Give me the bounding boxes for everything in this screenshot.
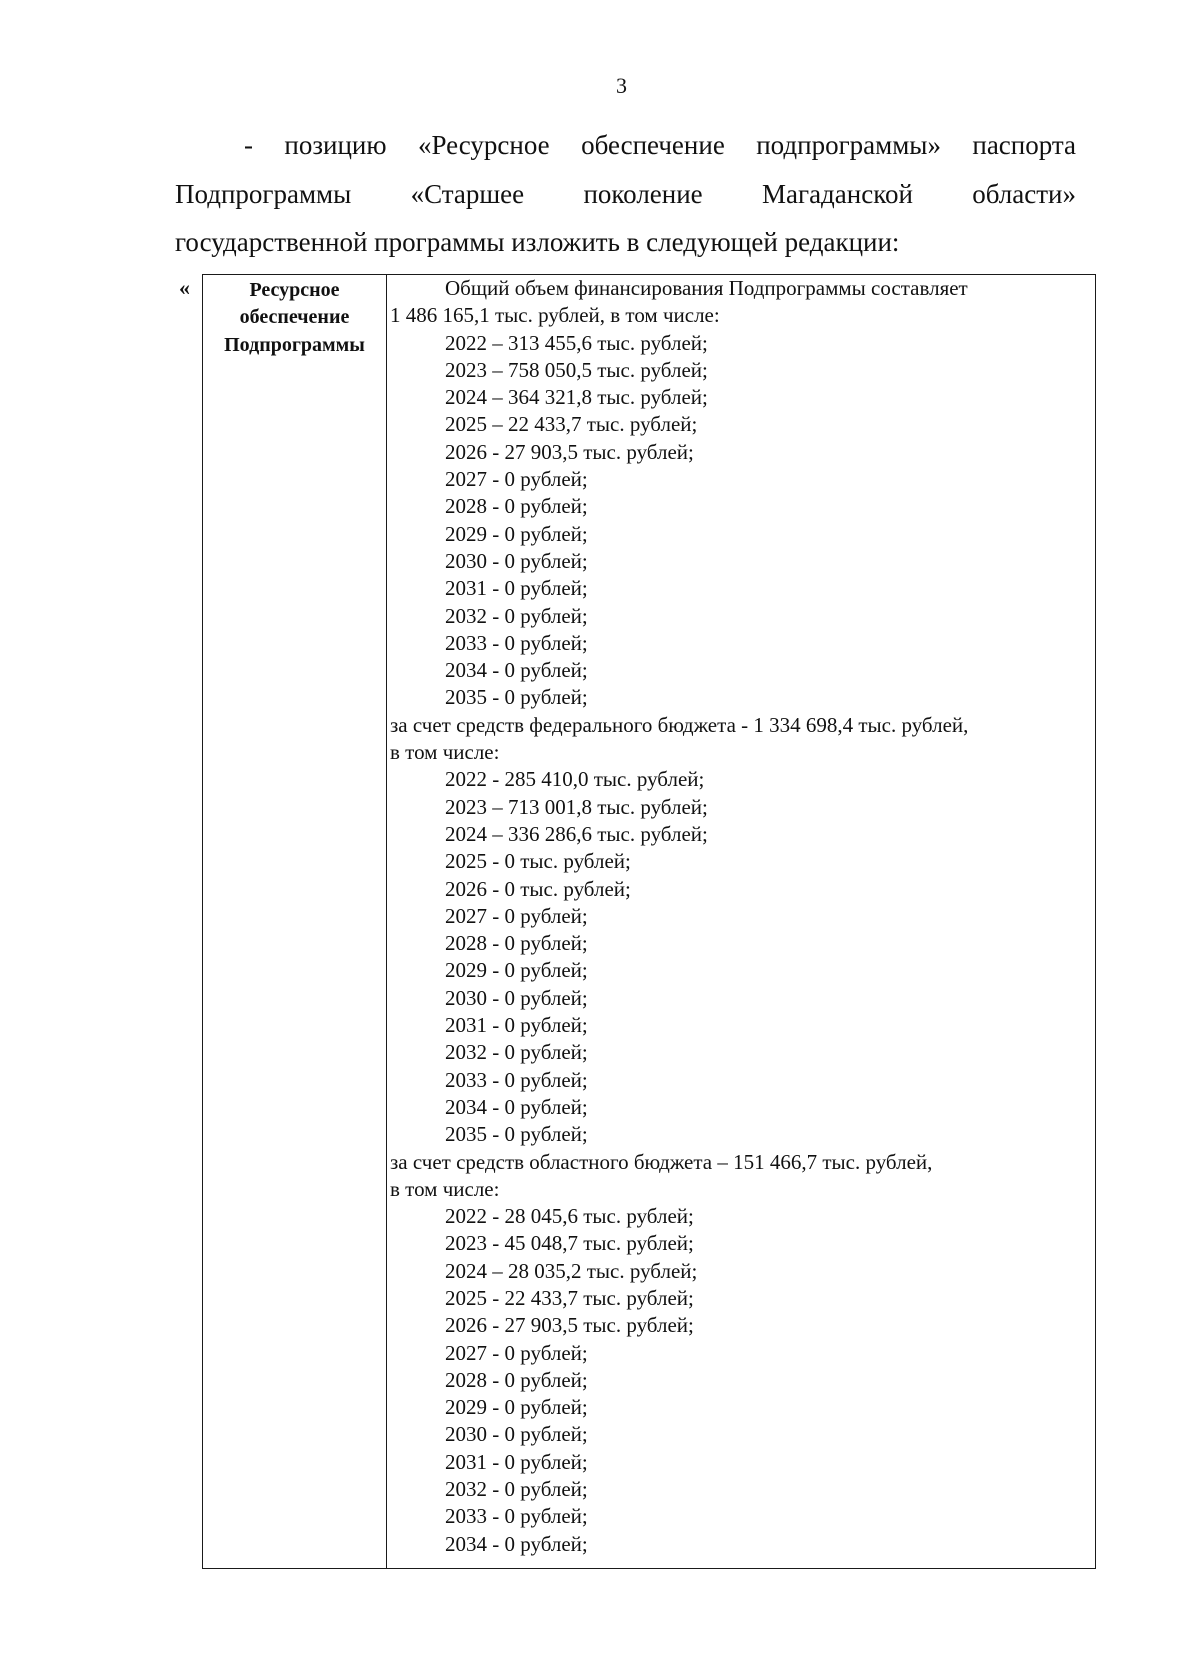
funding-line: Общий объем финансирования Подпрограммы составляет [445, 276, 968, 300]
funding-line: 2029 - 0 рублей; [445, 958, 588, 983]
funding-line: 2033 - 0 рублей; [445, 1067, 588, 1092]
funding-line: 2033 - 0 рублей; [445, 630, 588, 655]
funding-line: 2027 - 0 рублей; [445, 903, 588, 928]
label-line: обеспечение [239, 306, 350, 329]
intro-line-2: Подпрограммы «Старшее поколение Магаданской области» [175, 179, 1076, 209]
funding-line: 2027 - 0 рублей; [445, 1340, 588, 1365]
label-line: Подпрограммы [224, 333, 365, 356]
funding-line: 2030 - 0 рублей; [445, 548, 588, 573]
funding-line: 2029 - 0 рублей; [445, 521, 588, 546]
funding-line: 2034 - 0 рублей; [445, 1094, 588, 1119]
funding-line: 2028 - 0 рублей; [445, 1367, 588, 1392]
funding-line: 2035 - 0 рублей; [445, 685, 588, 710]
funding-line: 2025 - 22 433,7 тыс. рублей; [445, 1285, 694, 1310]
funding-line: 2031 - 0 рублей; [445, 1013, 588, 1038]
funding-line: 2024 – 28 035,2 тыс. рублей; [445, 1258, 698, 1283]
funding-line: 2023 - 45 048,7 тыс. рублей; [445, 1231, 694, 1256]
column-divider [386, 275, 387, 1568]
funding-line: за счет средств федерального бюджета - 1 334 698,4 тыс. рублей, [390, 712, 969, 737]
funding-line: 2035 - 0 рублей; [445, 1122, 588, 1147]
funding-line: 2032 - 0 рублей; [445, 1477, 588, 1502]
funding-line: 2034 - 0 рублей; [445, 1531, 588, 1556]
funding-line: 2031 - 0 рублей; [445, 576, 588, 601]
funding-line: 2023 – 758 050,5 тыс. рублей; [445, 357, 708, 382]
funding-line: 2026 - 27 903,5 тыс. рублей; [445, 439, 694, 464]
funding-details-cell [390, 275, 1090, 1558]
label-line: Ресурсное [249, 279, 340, 301]
funding-line: 1 486 165,1 тыс. рублей, в том числе: [390, 303, 720, 328]
funding-line: в том числе: [390, 740, 500, 765]
funding-line: 2026 - 27 903,5 тыс. рублей; [445, 1313, 694, 1338]
funding-line: 2030 - 0 рублей; [445, 985, 588, 1010]
funding-line: 2026 - 0 тыс. рублей; [445, 876, 631, 901]
funding-line: 2022 – 313 455,6 тыс. рублей; [445, 330, 708, 355]
funding-line: 2022 - 285 410,0 тыс. рублей; [445, 767, 705, 792]
funding-line: 2025 - 0 тыс. рублей; [445, 849, 631, 874]
funding-line: 2022 - 28 045,6 тыс. рублей; [445, 1204, 694, 1229]
funding-line: 2028 - 0 рублей; [445, 931, 588, 956]
funding-line: 2033 - 0 рублей; [445, 1504, 588, 1529]
funding-line: в том числе: [390, 1176, 500, 1201]
funding-line: 2025 – 22 433,7 тыс. рублей; [445, 412, 698, 437]
funding-line: 2027 - 0 рублей; [445, 467, 588, 492]
funding-line: 2024 – 364 321,8 тыс. рублей; [445, 385, 708, 410]
intro-line-1: - позицию «Ресурсное обеспечение подпрограммы» паспорта [244, 130, 1076, 160]
funding-line: 2023 – 713 001,8 тыс. рублей; [445, 794, 708, 819]
funding-line: 2024 – 336 286,6 тыс. рублей; [445, 821, 708, 846]
resource-provision-table [202, 274, 1096, 1569]
page-number: 3 [616, 73, 627, 98]
opening-quote-mark: « [179, 275, 190, 300]
funding-line: 2029 - 0 рублей; [445, 1395, 588, 1420]
resource-provision-label-cell [203, 277, 386, 359]
funding-line: за счет средств областного бюджета – 151 466,7 тыс. рублей, [390, 1149, 933, 1174]
funding-line: 2032 - 0 рублей; [445, 1040, 588, 1065]
funding-line: 2028 - 0 рублей; [445, 494, 588, 519]
funding-line: 2034 - 0 рублей; [445, 658, 588, 683]
intro-line-3: государственной программы изложить в следующей редакции: [175, 227, 900, 257]
funding-line: 2032 - 0 рублей; [445, 603, 588, 628]
funding-line: 2031 - 0 рублей; [445, 1449, 588, 1474]
funding-line: 2030 - 0 рублей; [445, 1422, 588, 1447]
